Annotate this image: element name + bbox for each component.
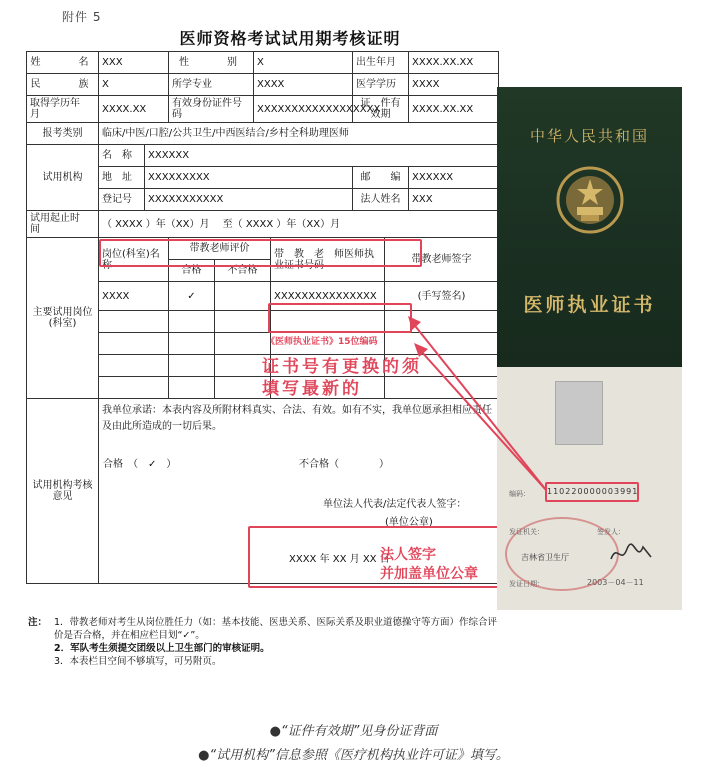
category-value: 临床/中医/口腔/公共卫生/中西医结合/乡村全科助理医师: [99, 123, 499, 145]
sign-cell: (手写签名): [385, 282, 499, 311]
pass-cell: ✓: [169, 282, 215, 311]
degree-date-label: 取得学历年 月: [27, 96, 99, 123]
pass-header: 合格: [169, 260, 215, 282]
notes-section: [28, 616, 498, 668]
certificate-book-title: 医师执业证书: [523, 294, 656, 316]
seal-callout: 并加盖单位公章: [380, 566, 478, 582]
attachment-label: 附件 5: [62, 10, 102, 24]
note-2: 2．军队考生须提交团级以上卫生部门的审核证明。: [54, 643, 270, 654]
footer-note-2: ●“试用机构”信息参照《医疗机构执业许可证》填写。: [198, 748, 509, 763]
cert-number-note: 《医师执业证书》15位编码: [266, 337, 378, 347]
note-1: 1．带教老师对考生从岗位胜任力（如：基本技能、医患关系、医际关系及职业道德操守等方面）作综合评价是否合格，并在相应栏目划“✓”。: [54, 617, 498, 641]
postcode-value: XXXXXX: [409, 167, 499, 189]
birth-value: XXXX.XX.XX: [409, 52, 499, 74]
ethnicity-label: 民 族: [27, 74, 99, 96]
cert-code-label: 编码：: [509, 490, 530, 498]
postcode-label: 邮 编: [353, 167, 409, 189]
cert-number-cell: XXXXXXXXXXXXXXX: [271, 282, 385, 311]
major-label: 所学专业: [169, 74, 254, 96]
sign-header: 带教老师签字: [385, 238, 499, 282]
name-label: 姓 名: [27, 52, 99, 74]
ethnicity-value: X: [99, 74, 169, 96]
legal-name-value: XXX: [409, 189, 499, 211]
reg-value: XXXXXXXXXXX: [145, 189, 353, 211]
legal-name-label: 法人姓名: [353, 189, 409, 211]
fail-header: 不合格: [215, 260, 271, 282]
certificate-country: 中华人民共和国: [529, 127, 649, 145]
id-number-value: XXXXXXXXXXXXXXXXXX: [254, 96, 353, 123]
cert-change-callout: 证书号有更换的须填写最新的: [262, 357, 422, 399]
post-name-cell: XXXX: [99, 282, 169, 311]
gender-label: 性 别: [169, 52, 254, 74]
education-value: XXXX: [409, 74, 499, 96]
form-title: 医师资格考试试用期考核证明: [179, 29, 401, 48]
category-label: 报考类别: [27, 123, 99, 145]
legal-sign-callout: 法人签字: [380, 547, 436, 563]
id-number-label: 有效身份证件号码: [169, 96, 254, 123]
review-fail: 不合格（ ）: [299, 459, 389, 470]
post-label: 主要试用岗位(科室): [27, 238, 99, 399]
note-3: 3．本表栏目空间不够填写，可另附页。: [54, 656, 222, 667]
cert-signer-label: 签发人：: [597, 528, 625, 536]
footer-note-1: ●“证件有效期”见身份证背面: [269, 724, 438, 739]
cert-date-value: 2003－04－11: [587, 578, 644, 587]
post-name-header: 岗位(科室)名 称: [99, 238, 169, 282]
review-label: 试用机构考核意见: [27, 399, 99, 584]
review-promise: 我单位承诺：本表内容及所附材料真实、合法、有效。如有不实，我单位愿承担相应责任及由此所造成的一切后果。: [102, 405, 492, 432]
inst-addr-label: 地 址: [99, 167, 145, 189]
id-expiry-value: XXXX.XX.XX: [409, 96, 499, 123]
inst-name-label: 名 称: [99, 145, 145, 167]
cert-issuer-value: 吉林省卫生厅: [521, 553, 569, 562]
major-value: XXXX: [254, 74, 353, 96]
cert-number-header: 带 教 老 师医师执业证书号码: [271, 238, 385, 282]
reg-label: 登记号: [99, 189, 145, 211]
gender-value: X: [254, 52, 353, 74]
eval-header: 带教老师评价: [169, 238, 271, 260]
cert-date-label: 发证日期：: [509, 580, 544, 588]
id-expiry-label: 证 件有效期: [353, 96, 409, 123]
period-label: 试用起止时 间: [27, 211, 99, 238]
birth-label: 出生年月: [353, 52, 409, 74]
education-label: 医学学历: [353, 74, 409, 96]
institution-label: 试用机构: [27, 145, 99, 211]
name-value: XXX: [99, 52, 169, 74]
inst-name-value: XXXXXX: [145, 145, 499, 167]
cert-code-value: 110220000003991: [547, 487, 639, 496]
review-seal: (单位公章): [385, 517, 433, 528]
review-date: XXXX 年 XX 月 XX 日: [289, 554, 390, 565]
cert-issuer-label: 发证机关：: [509, 528, 544, 536]
notes-label: 注：: [28, 617, 48, 628]
review-pass: 合格 （ ✓ ）: [103, 459, 177, 470]
inst-addr-value: XXXXXXXXX: [145, 167, 353, 189]
degree-date-value: XXXX.XX: [99, 96, 169, 123]
period-value: （ XXXX ）年（XX）月 至（ XXXX ）年（XX）月: [99, 211, 499, 238]
review-sign: 单位法人代表/法定代表人签字：: [323, 499, 467, 510]
